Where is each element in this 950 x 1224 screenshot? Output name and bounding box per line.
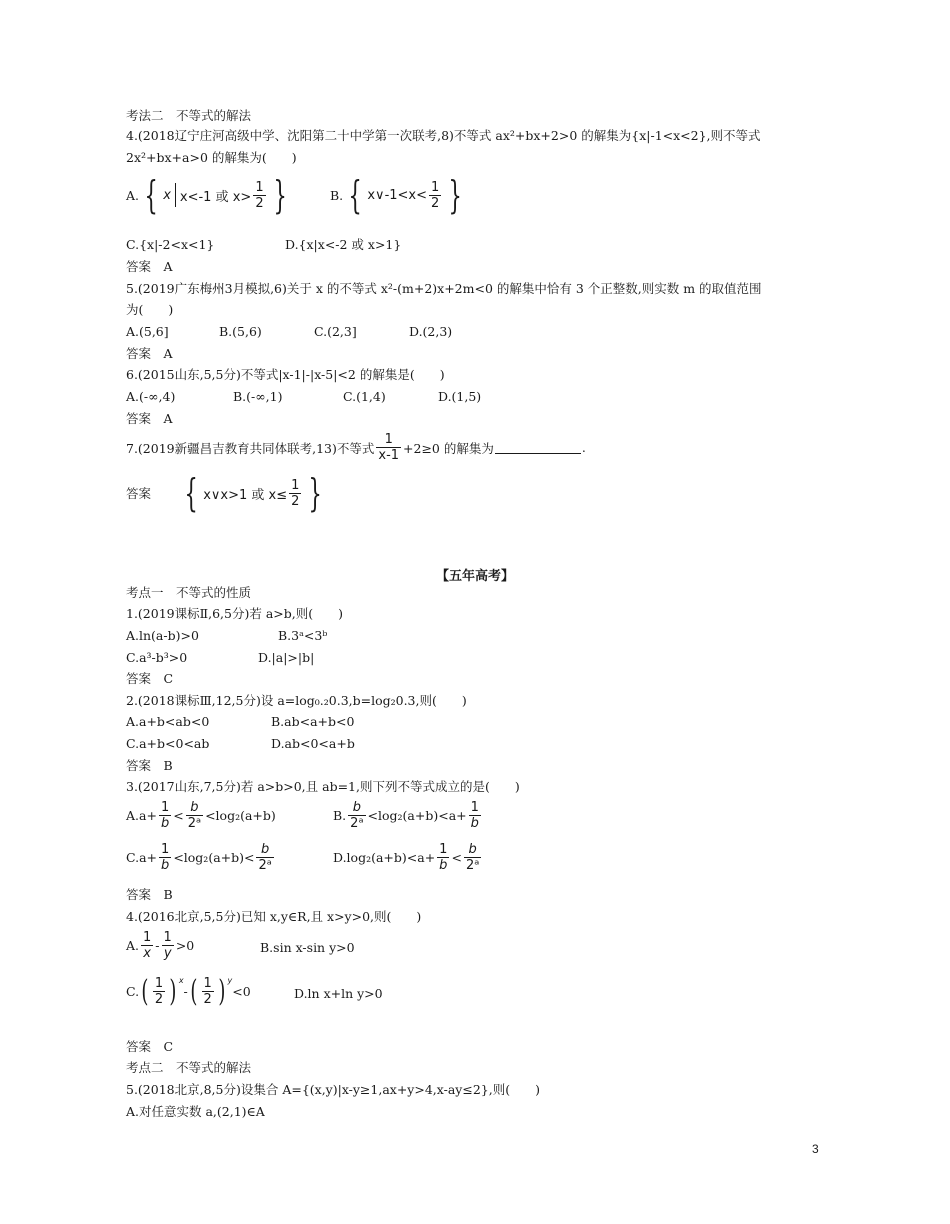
fraction bbox=[253, 180, 265, 211]
problem-3-answer: 答案 B bbox=[126, 887, 173, 902]
problem-5-option-a: A.对任意实数 a,(2,1)∈A bbox=[126, 1104, 265, 1119]
minus-sign: - bbox=[183, 984, 188, 999]
denominator: x bbox=[143, 946, 151, 961]
fraction bbox=[469, 800, 481, 831]
numerator: b bbox=[261, 842, 270, 857]
question-5-answer: 答案 A bbox=[126, 346, 173, 361]
option-prefix: C.a+ bbox=[126, 850, 158, 865]
fraction bbox=[159, 800, 171, 831]
right-paren: ) bbox=[218, 973, 226, 1009]
denominator: 2ᵃ bbox=[187, 816, 202, 831]
denominator: 2 bbox=[203, 992, 212, 1007]
log-term: <log₂(a+b)< bbox=[173, 850, 255, 865]
fraction bbox=[464, 842, 481, 873]
less-than: < bbox=[173, 808, 184, 823]
problem-1-stem: 1.(2019课标Ⅱ,6,5分)若 a>b,则( ) bbox=[126, 606, 343, 621]
option-suffix: <0 bbox=[232, 984, 251, 999]
denominator: 2 bbox=[291, 493, 300, 509]
question-4-option-a bbox=[126, 173, 292, 217]
stem-prefix: 7.(2019新疆昌吉教育共同体联考,13)不等式 bbox=[126, 440, 375, 456]
question-7-stem bbox=[126, 432, 586, 463]
set-variable: x bbox=[163, 187, 171, 203]
section-heading: 考法二 不等式的解法 bbox=[126, 108, 252, 123]
problem-5-stem: 5.(2018北京,8,5分)设集合 A={(x,y)|x-y≥1,ax+y>4,x-ay≤2},则( ) bbox=[126, 1082, 540, 1097]
question-4-option-b bbox=[330, 173, 467, 217]
question-6-option-c: C.(1,4) bbox=[343, 389, 386, 404]
fraction bbox=[162, 930, 174, 961]
denominator: 2 bbox=[154, 992, 164, 1007]
numerator: 1 bbox=[291, 477, 300, 493]
numerator: 1 bbox=[154, 976, 164, 991]
problem-1-option-d: D.|a|>|b| bbox=[258, 650, 315, 665]
question-4-option-d: D.{x|x<-2 或 x>1} bbox=[285, 237, 402, 252]
right-paren: ) bbox=[169, 973, 177, 1009]
fraction bbox=[202, 976, 214, 1007]
right-brace: } bbox=[448, 173, 463, 217]
question-5-stem-cont: 为( ) bbox=[126, 302, 174, 317]
denominator: y bbox=[163, 946, 172, 961]
numerator: b bbox=[190, 800, 199, 815]
problem-3-stem: 3.(2017山东,7,5分)若 a>b>0,且 ab=1,则下列不等式成立的是( ) bbox=[126, 779, 520, 794]
problem-2-stem: 2.(2018课标Ⅲ,12,5分)设 a=log₀.₂0.3,b=log₂0.3,则( ) bbox=[126, 693, 467, 708]
question-4-answer: 答案 A bbox=[126, 259, 173, 274]
question-6-answer: 答案 A bbox=[126, 411, 173, 426]
less-than: < bbox=[451, 850, 462, 865]
log-term: <log₂(a+b) bbox=[205, 808, 276, 823]
numerator: 1 bbox=[163, 930, 172, 945]
problem-4-option-c bbox=[126, 973, 251, 1009]
fraction bbox=[256, 842, 273, 873]
right-brace: } bbox=[308, 471, 323, 515]
left-brace: { bbox=[348, 173, 362, 217]
option-label: B. bbox=[330, 187, 344, 203]
question-5-option-c: C.(2,3] bbox=[314, 324, 357, 339]
question-5-option-d: D.(2,3) bbox=[409, 324, 453, 339]
fraction bbox=[141, 930, 153, 961]
fraction bbox=[437, 842, 449, 873]
problem-3-option-a bbox=[126, 800, 276, 831]
problem-2-option-a: A.a+b<ab<0 bbox=[126, 714, 210, 729]
problem-4-option-a bbox=[126, 930, 194, 961]
numerator: 1 bbox=[384, 432, 393, 447]
numerator: 1 bbox=[160, 800, 170, 815]
option-prefix: C. bbox=[126, 984, 140, 999]
stem-end: . bbox=[581, 440, 586, 455]
problem-1-answer: 答案 C bbox=[126, 671, 174, 686]
numerator: b bbox=[468, 842, 477, 857]
question-4-option-c: C.{x|-2<x<1} bbox=[126, 237, 215, 252]
page-number: 3 bbox=[812, 1142, 819, 1156]
denominator: b bbox=[470, 816, 479, 831]
numerator: 1 bbox=[255, 179, 264, 195]
option-label: A. bbox=[126, 187, 140, 203]
denominator: x-1 bbox=[378, 448, 400, 463]
option-prefix: B. bbox=[333, 808, 347, 823]
question-4-stem: 4.(2018辽宁庄河高级中学、沈阳第二十中学第一次联考,8)不等式 ax²+bx+2>0 的解集为{x|-1<x<2},则不等式 bbox=[126, 128, 761, 143]
problem-2-option-b: B.ab<a+b<0 bbox=[271, 714, 355, 729]
problem-1-option-c: C.a³-b³>0 bbox=[126, 650, 188, 665]
section-heading: 考点一 不等式的性质 bbox=[126, 585, 252, 600]
fraction bbox=[186, 800, 203, 831]
question-6-stem: 6.(2015山东,5,5分)不等式|x-1|-|x-5|<2 的解集是( ) bbox=[126, 367, 445, 382]
denominator: b bbox=[439, 858, 448, 873]
question-6-option-a: A.(-∞,4) bbox=[126, 389, 176, 404]
option-prefix: A.a+ bbox=[126, 808, 157, 823]
left-paren: ( bbox=[190, 973, 198, 1009]
answer-label: 答案 bbox=[126, 486, 152, 501]
question-6-option-b: B.(-∞,1) bbox=[233, 389, 283, 404]
set-condition: x∨-1<x< bbox=[367, 187, 428, 203]
left-paren: ( bbox=[141, 973, 149, 1009]
section-heading: 考点二 不等式的解法 bbox=[126, 1060, 252, 1075]
option-prefix: A. bbox=[126, 938, 140, 953]
set-bar bbox=[175, 183, 176, 207]
fraction bbox=[348, 800, 365, 831]
problem-4-option-b: B.sin x-sin y>0 bbox=[260, 940, 355, 955]
numerator: 1 bbox=[143, 930, 152, 945]
problem-2-option-d: D.ab<0<a+b bbox=[271, 736, 355, 751]
question-5-option-b: B.(5,6) bbox=[219, 324, 262, 339]
exponent: y bbox=[227, 976, 233, 985]
question-5-stem: 5.(2019广东梅州3月模拟,6)关于 x 的不等式 x²-(m+2)x+2m<0 的解集中恰有 3 个正整数,则实数 m 的取值范围 bbox=[126, 281, 762, 296]
left-brace: { bbox=[144, 173, 158, 217]
problem-1-option-a: A.ln(a-b)>0 bbox=[126, 628, 199, 643]
question-4-stem-cont: 2x²+bx+a>0 的解集为( ) bbox=[126, 150, 297, 165]
numerator: 1 bbox=[161, 842, 170, 857]
denominator: 2ᵃ bbox=[465, 858, 480, 873]
fraction bbox=[159, 842, 171, 873]
denominator: b bbox=[160, 816, 170, 831]
numerator: 1 bbox=[431, 179, 440, 195]
set-condition: x<-1 或 x> bbox=[179, 189, 252, 205]
right-brace: } bbox=[273, 173, 287, 217]
problem-4-stem: 4.(2016北京,5,5分)已知 x,y∈R,且 x>y>0,则( ) bbox=[126, 909, 422, 924]
answer-blank bbox=[495, 441, 581, 454]
question-5-option-a: A.(5,6] bbox=[126, 324, 169, 339]
numerator: 1 bbox=[439, 842, 448, 857]
problem-2-option-c: C.a+b<0<ab bbox=[126, 736, 210, 751]
problem-2-answer: 答案 B bbox=[126, 758, 173, 773]
problem-4-answer: 答案 C bbox=[126, 1039, 174, 1054]
fraction bbox=[376, 432, 401, 463]
log-term: <log₂(a+b)<a+ bbox=[367, 808, 467, 823]
left-brace: { bbox=[184, 471, 198, 515]
fraction bbox=[429, 180, 441, 211]
numerator: 1 bbox=[470, 800, 479, 815]
question-7-answer bbox=[126, 471, 328, 515]
denominator: 2ᵃ bbox=[258, 858, 272, 873]
problem-3-option-b bbox=[333, 800, 483, 831]
problem-4-option-d: D.ln x+ln y>0 bbox=[294, 986, 383, 1001]
numerator: 1 bbox=[203, 976, 212, 991]
stem-suffix: +2≥0 的解集为 bbox=[403, 440, 494, 456]
option-prefix: D.log₂(a+b)<a+ bbox=[333, 850, 436, 865]
denominator: b bbox=[161, 858, 170, 873]
set-condition: x∨x>1 或 x≤ bbox=[203, 487, 288, 503]
denominator: 2 bbox=[431, 195, 440, 211]
section-title: 【五年高考】 bbox=[435, 569, 514, 584]
question-6-option-d: D.(1,5) bbox=[438, 389, 482, 404]
fraction bbox=[289, 478, 301, 509]
problem-1-option-b: B.3ᵃ<3ᵇ bbox=[278, 628, 328, 643]
numerator: b bbox=[352, 800, 361, 815]
denominator: 2 bbox=[255, 195, 264, 211]
problem-3-option-d bbox=[333, 842, 483, 873]
problem-3-option-c bbox=[126, 842, 276, 873]
exponent: x bbox=[178, 976, 184, 985]
fraction bbox=[153, 976, 165, 1007]
minus-sign: - bbox=[155, 938, 160, 953]
option-suffix: >0 bbox=[175, 938, 195, 953]
denominator: 2ᵃ bbox=[350, 816, 364, 831]
